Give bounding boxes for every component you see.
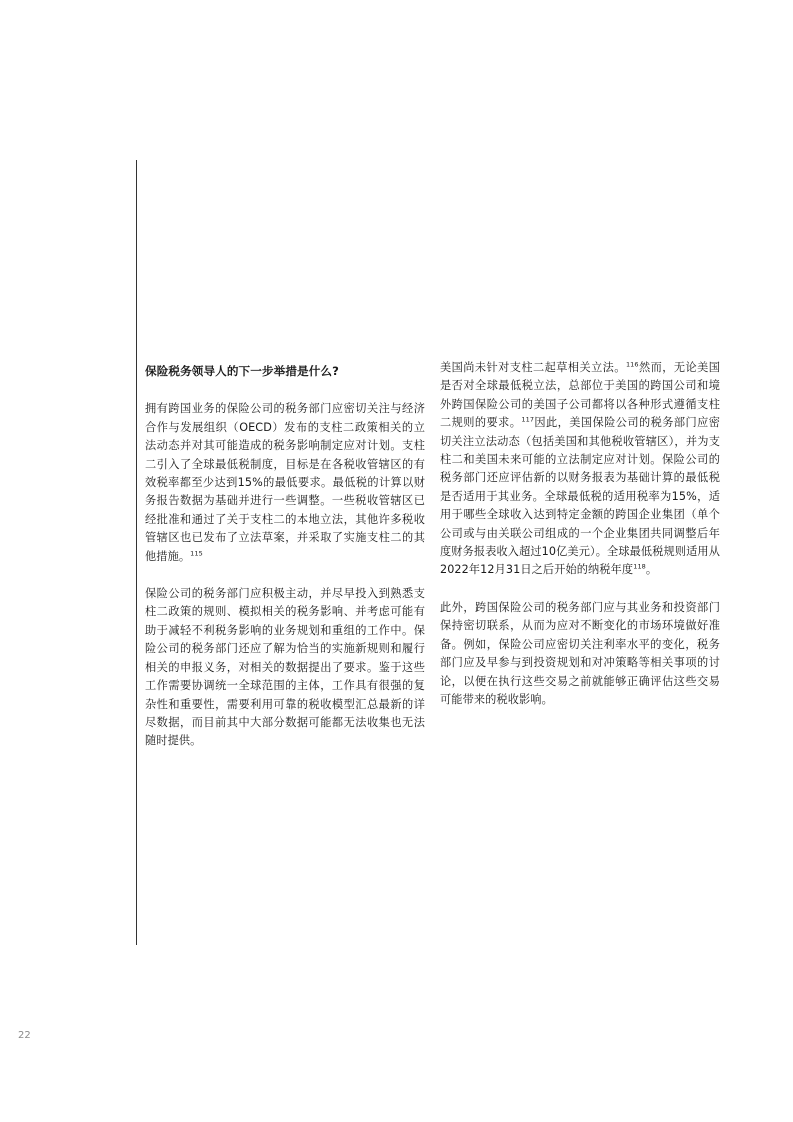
right-paragraph-1-part1: 美国尚未针对支柱二起草相关立法。 xyxy=(440,361,626,374)
left-paragraph-1-text: 拥有跨国业务的保险公司的税务部门应密切关注与经济合作与发展组织（OECD）发布的支柱二政策相关的立法动态并对其可能造成的税务影响制定应对计划。支柱二引入了全球最低税制度，目标是在各税收管辖区的有效税率都至少达到15%的最低要求。最低税的计算以财务报告数据为基础并进行一些调整。一些税收管辖区已经批准和通过了关于支柱二的本地立法，其他许多税收管辖区也已发布了立法草案，并采取了实施支柱二的其他措施。 xyxy=(145,402,425,563)
right-paragraph-1-part3: 因此，美国保险公司的税务部门应密切关注立法动态（包括美国和其他税收管辖区），并为支柱二和美国未来可能的立法制定应对计划。保险公司的税务部门还应评估新的以财务报表为基础计算的最低税是否适用于其业务。全球最低税的适用税率为15%，适用于哪些全球收入达到特定金额的跨国企业集团（单个公司或与由关联公司组成的一个企业集团共同调整后年度财务报表收入超过10亿美元）。全球最低税规则适用从2022年12月31日之后开始的纳税年度 xyxy=(440,416,720,577)
footnote-ref-115: 115 xyxy=(190,548,203,557)
page-number: 22 xyxy=(18,1030,31,1041)
left-column xyxy=(145,362,425,770)
left-paragraph-1 xyxy=(145,400,425,566)
vertical-rule xyxy=(136,160,137,945)
right-paragraph-2: 此外，跨国保险公司的税务部门应与其业务和投资部门保持密切联系，从而为应对不断变化的市场环境做好准备。例如，保险公司应密切关注利率水平的变化，税务部门应及早参与到投资规划和对冲策略等相关事项的讨论，以便在执行这些交易之前就能够正确评估这些交易可能带来的税收影响。 xyxy=(440,600,720,706)
section-heading: 保险税务领导人的下一步举措是什么? xyxy=(145,364,339,378)
left-paragraph-2: 保险公司的税务部门应积极主动，并尽早投入到熟悉支柱二政策的规则、模拟相关的税务影响、并考虑可能有助于减轻不利税务影响的业务规划和重组的工作中。保险公司的税务部门还应了解为恰当的实施新规则和履行相关的申报义务，对相关的数据提出了要求。鉴于这些工作需要协调统一全球范围的主体，工作具有很强的复杂性和重要性，需要利用可靠的税收模型汇总最新的详尽数据，而目前其中大部分数据可能都无法收集也无法随时提供。 xyxy=(145,587,425,748)
right-paragraph-1-part4: 。 xyxy=(645,563,658,577)
footnote-ref-117: 117 xyxy=(521,415,535,424)
footnote-ref-118: 118 xyxy=(633,562,646,571)
footnote-ref-116: 116 xyxy=(625,360,639,369)
right-paragraph-1-part2: 然而，无论美国是否对全球最低税立法，总部位于美国的跨国公司和境外跨国保险公司的美国子公司都将以各种形式遵循支柱二规则的要求。 xyxy=(440,361,720,430)
right-paragraph-1 xyxy=(440,359,720,580)
right-column xyxy=(440,359,720,728)
